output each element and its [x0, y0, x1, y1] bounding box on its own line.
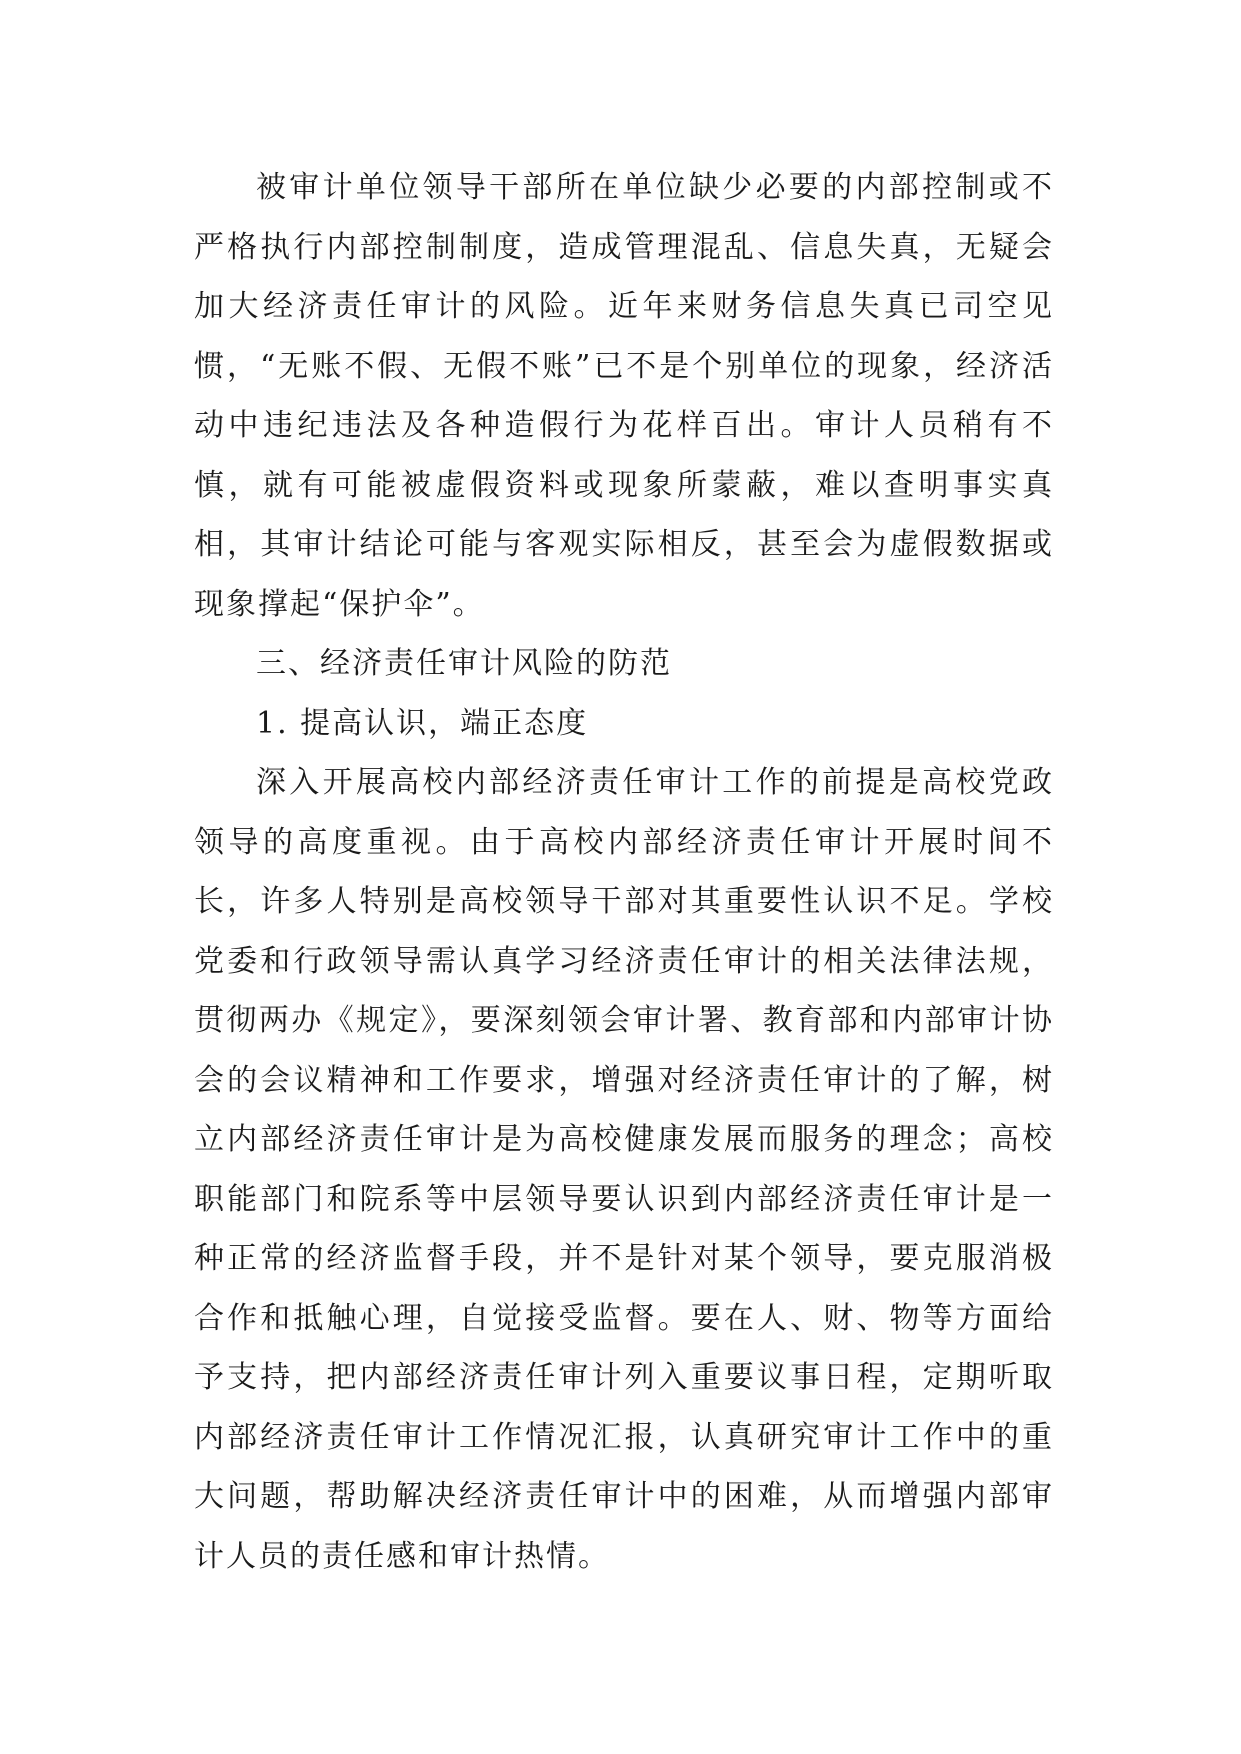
subheading-raise-awareness: 1. 提高认识，端正态度: [256, 705, 589, 741]
document-body: [194, 158, 1054, 1586]
paragraph-audit-risk-internal-control: 被审计单位领导干部所在单位缺少必要的内部控制或不严格执行内部控制制度，造成管理混乱、信息失真，无疑会加大经济责任审计的风险。近年来财务信息失真已司空见惯，“无账不假、无假不账”已不是个别单位的现象，经济活动中违纪违法及各种造假行为花样百出。审计人员稍有不慎，就有可能被虚假资料或现象所蒙蔽，难以查明事实真相，其审计结论可能与客观实际相反，甚至会为虚假数据或现象撑起“保护伞”。: [194, 170, 1054, 622]
paragraph-leadership-attention: 深入开展高校内部经济责任审计工作的前提是高校党政领导的高度重视。由于高校内部经济责任审计开展时间不长，许多人特别是高校领导干部对其重要性认识不足。学校党委和行政领导需认真学习经济责任审计的相关法律法规，贯彻两办《规定》，要深刻领会审计署、教育部和内部审计协会的会议精神和工作要求，增强对经济责任审计的了解，树立内部经济责任审计是为高校健康发展而服务的理念；高校职能部门和院系等中层领导要认识到内部经济责任审计是一种正常的经济监督手段，并不是针对某个领导，要克服消极合作和抵触心理，自觉接受监督。要在人、财、物等方面给予支持，把内部经济责任审计列入重要议事日程，定期听取内部经济责任审计工作情况汇报，认真研究审计工作中的重大问题，帮助解决经济责任审计中的困难，从而增强内部审计人员的责任感和审计热情。: [194, 765, 1054, 1574]
section-heading-risk-prevention: 三、经济责任审计风险的防范: [256, 646, 672, 681]
